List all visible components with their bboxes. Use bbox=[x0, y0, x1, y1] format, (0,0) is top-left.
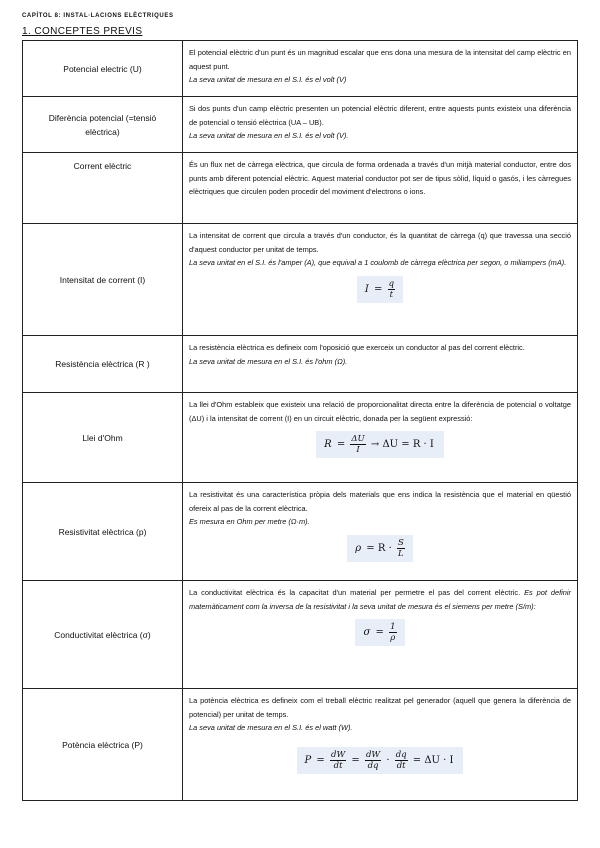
definition-text: La resistència elèctrica es defineix com l'oposició que exerceix un conductor al pas del corrent elèctric. bbox=[189, 343, 525, 352]
fraction bbox=[397, 538, 405, 559]
fraction bbox=[365, 750, 381, 771]
formula bbox=[189, 747, 571, 774]
unit-text: La seva unitat de mesura en el S.I. és l'ohm (Ω). bbox=[189, 356, 348, 366]
table-row bbox=[23, 393, 578, 483]
fraction bbox=[350, 434, 365, 455]
fraction-numerator: 1 bbox=[390, 622, 396, 632]
definition-main: La conductivitat elèctrica és la capacitat d'un material per permetre el pas del corrent elèctric. bbox=[189, 588, 521, 597]
fraction-denominator: L bbox=[398, 548, 404, 559]
fraction-denominator: dq bbox=[367, 760, 379, 771]
table-row bbox=[23, 336, 578, 393]
fraction-denominator: t bbox=[389, 289, 394, 300]
formula-operator: = bbox=[375, 627, 384, 638]
unit-text: La seva unitat de mesura en el S.I. és el volt (V) bbox=[189, 75, 347, 84]
formula bbox=[189, 431, 571, 458]
term-cell: Corrent elèctric bbox=[23, 153, 183, 224]
fraction-numerator: dq bbox=[395, 749, 407, 760]
fraction-denominator: I bbox=[356, 445, 360, 455]
formula-symbol: σ bbox=[363, 627, 371, 638]
definition-text: La llei d'Ohm estableix que existeix una relació de proporcionalitat directa entre la diferència de potencial o voltatge (ΔU) i la intensitat de corrent (I) en un circuit elèctric, donada per la següent expressió: bbox=[189, 400, 571, 423]
term-cell: Potència elèctrica (P) bbox=[23, 689, 183, 801]
table-row bbox=[23, 97, 578, 153]
definition-cell bbox=[183, 393, 578, 483]
definition-text: La resistivitat és una característica pròpia dels materials que ens indica la resistència que el material en qüestió ofereix al pas de la corrent elèctrica. bbox=[189, 490, 571, 513]
fraction-denominator: dt bbox=[333, 760, 343, 771]
term-cell: Conductivitat elèctrica (σ) bbox=[23, 581, 183, 689]
formula-box bbox=[297, 747, 464, 774]
formula-operator: · bbox=[386, 754, 390, 766]
formula-symbol: R bbox=[324, 439, 332, 450]
formula-operator: = bbox=[336, 439, 346, 450]
table-row bbox=[23, 581, 578, 689]
fraction bbox=[330, 750, 346, 771]
formula-operator: = bbox=[351, 754, 360, 766]
fraction-numerator: q bbox=[388, 278, 395, 289]
definition-cell bbox=[183, 581, 578, 689]
table-row bbox=[23, 41, 578, 97]
concepts-table bbox=[22, 40, 578, 801]
definition-cell bbox=[183, 483, 578, 581]
fraction bbox=[389, 622, 396, 643]
formula-remainder: → ΔU = R · I bbox=[370, 439, 434, 450]
term-cell: Llei d'Ohm bbox=[23, 393, 183, 483]
unit-text: La seva unitat de mesura en el S.I. és el volt (V). bbox=[189, 131, 349, 140]
term-cell: Resistència elèctrica (R ) bbox=[23, 336, 183, 393]
formula-operator: = bbox=[374, 283, 383, 295]
definition-text: La intensitat de corrent que circula a través d'un conductor, és la quantitat de càrrega (q) que travessa una secció d'aquest conductor per unitat de temps. bbox=[189, 231, 571, 254]
table-row bbox=[23, 689, 578, 801]
formula bbox=[189, 535, 571, 562]
formula-box bbox=[355, 619, 404, 646]
definition-cell bbox=[183, 224, 578, 336]
table-row bbox=[23, 483, 578, 581]
fraction-numerator: S bbox=[397, 537, 404, 548]
formula-symbol: ρ bbox=[355, 542, 362, 554]
fraction bbox=[388, 279, 395, 300]
unit-text: Es mesura en Ohm per metre (Ω·m). bbox=[189, 517, 310, 526]
definition-cell bbox=[183, 97, 578, 153]
definition-text: Si dos punts d'un camp elèctric presenten un potencial elèctric diferent, entre aquests punts existeix una diferència de potencial o tensió elèctrica (UA – UB). bbox=[189, 104, 571, 127]
formula-operator: = bbox=[316, 754, 325, 766]
definition-cell bbox=[183, 689, 578, 801]
term-cell: Potencial electric (U) bbox=[23, 41, 183, 97]
definition-text: La potència elèctrica es defineix com el treball elèctric realitzat pel generador (aquell que genera la diferència de potencial) per unitat de temps. bbox=[189, 696, 571, 719]
formula-symbol: P bbox=[304, 754, 312, 766]
formula-symbol: I bbox=[364, 283, 369, 295]
unit-text: La seva unitat en el S.I. és l'amper (A), que equival a 1 coulomb de càrrega elèctrica per segon, o miliampers (mA). bbox=[189, 258, 567, 267]
formula bbox=[189, 276, 571, 303]
term-cell: Intensitat de corrent (I) bbox=[23, 224, 183, 336]
definition-text bbox=[189, 586, 571, 613]
table-row bbox=[23, 153, 578, 224]
fraction-numerator: dW bbox=[365, 749, 381, 760]
definition-text: El potencial elèctric d'un punt és un magnitud escalar que ens dona una mesura de la intensitat del camp elèctric en aquest punt. bbox=[189, 48, 571, 71]
fraction-denominator: ρ bbox=[390, 633, 396, 643]
definition-text: És un flux net de càrrega elèctrica, que circula de forma ordenada a través d'un mitjà material conductor, entre dos punts amb diferent potencial elèctric. Aquest material conductor pot ser de tipus sòlid, líquid o gasós, i les càrregues elèctriques que circulen poden procedir del moviment d'electrons o ions. bbox=[189, 160, 571, 196]
unit-text: La seva unitat de mesura en el S.I. és el watt (W). bbox=[189, 723, 353, 732]
formula-operator: = R · bbox=[366, 542, 392, 554]
section-title: 1. CONCEPTES PREVIS bbox=[22, 26, 143, 37]
definition-cell bbox=[183, 153, 578, 224]
fraction-denominator: dt bbox=[396, 760, 406, 771]
formula-box bbox=[316, 431, 444, 458]
fraction-numerator: dW bbox=[331, 749, 346, 760]
fraction-numerator: ΔU bbox=[351, 434, 365, 444]
term-cell: Resistivitat elèctrica (p) bbox=[23, 483, 183, 581]
fraction bbox=[395, 750, 408, 771]
table-row bbox=[23, 224, 578, 336]
term-cell: Diferència potencial (=tensió elèctrica) bbox=[23, 97, 183, 153]
definition-cell bbox=[183, 41, 578, 97]
formula-box bbox=[347, 535, 413, 562]
chapter-title: CAPÍTOL 8: INSTAL·LACIONS ELÈCTRIQUES bbox=[22, 13, 174, 19]
formula bbox=[189, 619, 571, 646]
unit-text: Es pot definir matemàticament com la inversa de la resistivitat i la seva unitat de mesura és el siemens per metre (S/m): bbox=[189, 588, 572, 611]
formula-box bbox=[357, 276, 403, 303]
formula-remainder: = ΔU · I bbox=[412, 754, 454, 766]
definition-cell bbox=[183, 336, 578, 393]
